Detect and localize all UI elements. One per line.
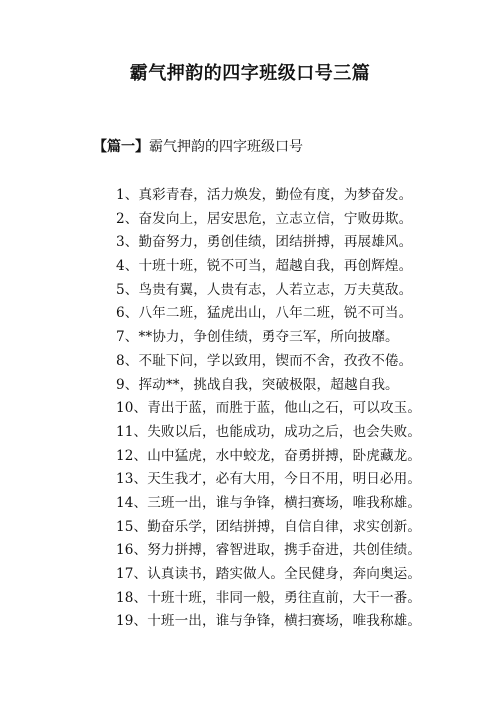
slogan-item: 6、八年二班，猛虎出山，八年二班，锐不可当。 bbox=[116, 305, 413, 322]
slogan-item: 17、认真读书，踏实做人。全民健身，奔向奥运。 bbox=[116, 566, 422, 582]
slogan-item: 9、挥动**，挑战自我，突破极限，超越自我。 bbox=[116, 376, 399, 393]
section-heading bbox=[93, 137, 303, 157]
slogan-item: 15、勤奋乐学，团结拼搏，自信自律，求实创新。 bbox=[116, 518, 422, 535]
section-heading-text: 霸气押韵的四字班级口号 bbox=[149, 139, 303, 155]
slogan-item: 10、青出于蓝，而胜于蓝，他山之石，可以攻玉。 bbox=[116, 400, 422, 417]
slogan-item: 2、奋发向上，居安思危，立志立信，宁败毋欺。 bbox=[116, 210, 413, 227]
slogan-list bbox=[116, 184, 456, 634]
document-title: 霸气押韵的四字班级口号三篇 bbox=[129, 63, 371, 84]
slogan-item: 3、勤奋努力，勇创佳绩，团结拼搏，再展雄风。 bbox=[116, 234, 413, 251]
slogan-item: 7、**协力，争创佳绩，勇夺三军，所向披靡。 bbox=[116, 329, 399, 346]
slogan-item: 13、天生我才，必有大用，今日不用，明日必用。 bbox=[116, 471, 422, 488]
slogan-item: 1、真彩青春，活力焕发，勤俭有度，为梦奋发。 bbox=[116, 187, 413, 203]
slogan-item: 5、鸟贵有翼，人贵有志，人若立志，万夫莫敌。 bbox=[116, 281, 413, 298]
slogan-item: 12、山中猛虎，水中蛟龙，奋勇拼搏，卧虎藏龙。 bbox=[116, 447, 422, 464]
slogan-item: 8、不耻下问，学以致用，锲而不舍，孜孜不倦。 bbox=[116, 352, 413, 369]
slogan-item: 11、失败以后，也能成功，成功之后，也会失败。 bbox=[116, 423, 422, 440]
section-tag: 【篇一】 bbox=[93, 139, 149, 155]
slogan-item: 18、十班十班，非同一般，勇往直前，大干一番。 bbox=[116, 589, 422, 606]
slogan-item: 19、十班一出，谁与争锋，横扫赛场，唯我称雄。 bbox=[116, 613, 422, 630]
slogan-item: 4、十班十班，锐不可当，超越自我，再创辉煌。 bbox=[116, 258, 413, 275]
slogan-item: 16、努力拼搏，睿智进取，携手奋进，共创佳绩。 bbox=[116, 542, 422, 559]
slogan-item: 14、三班一出，谁与争锋，横扫赛场，唯我称雄。 bbox=[116, 494, 422, 511]
